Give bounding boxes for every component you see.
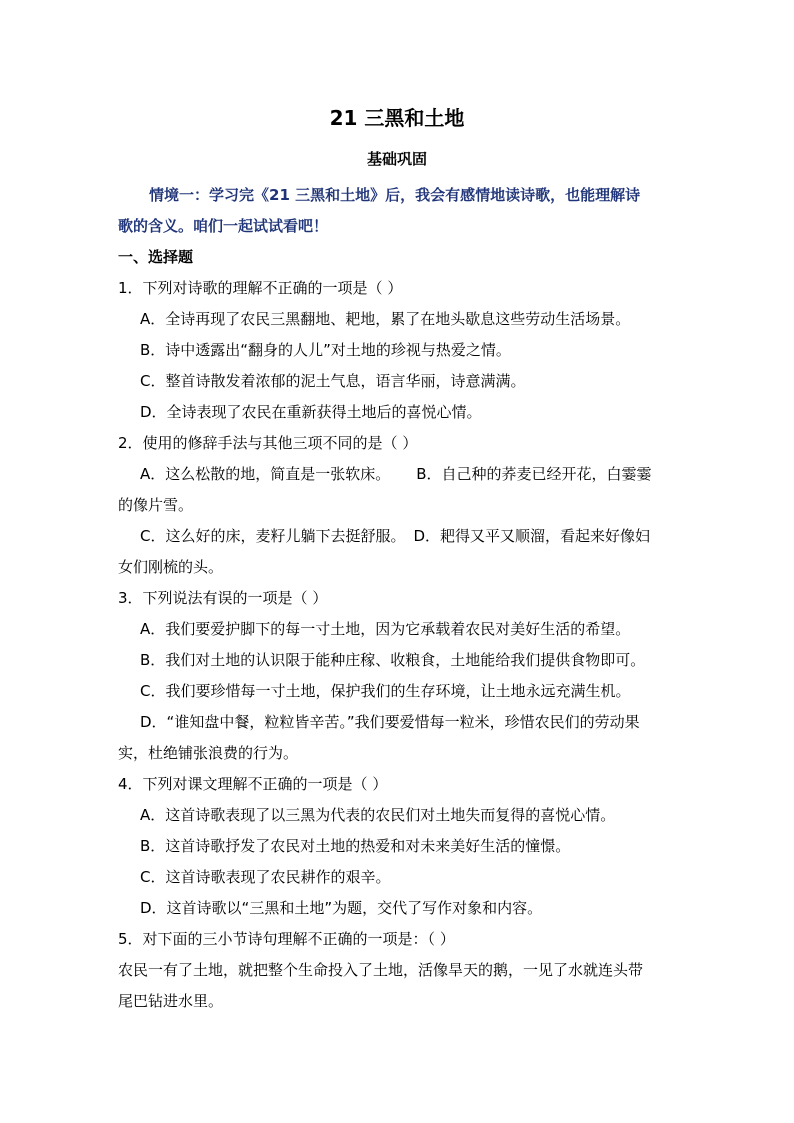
question-3-option-d: D．“谁知盘中餐，粒粒皆辛苦。”我们要爱惜每一粒米，珍惜农民们的劳动果	[140, 713, 640, 731]
question-2-option-b: B．自己种的荞麦已经开花，白霎霎	[416, 465, 652, 483]
question-3-option-b: B．我们对土地的认识限于能种庄稼、收粮食，土地能给我们提供食物即可。	[140, 651, 646, 669]
section-subtitle: 基础巩固	[366, 150, 427, 168]
question-5-poem-line-1: 农民一有了土地，就把整个生命投入了土地，活像旱天的鹅，一见了水就连头带	[118, 961, 644, 979]
question-2-options-cd-row	[118, 521, 676, 552]
question-3-option-d-cont: 实，杜绝铺张浪费的行为。	[118, 744, 299, 762]
question-1-option-c: C．整首诗散发着浓郁的泥土气息，语言华丽，诗意满满。	[140, 372, 526, 390]
intro-line-2: 歌的含义。咱们一起试试看吧！	[118, 217, 329, 235]
section-heading: 一、选择题	[118, 248, 194, 266]
question-3-stem: 3．下列说法有误的一项是（ ）	[118, 589, 328, 607]
question-2-option-b-cont: 的像片雪。	[118, 496, 194, 514]
question-2-option-c: C．这么好的床，麦籽儿躺下去挺舒服。	[140, 527, 406, 545]
question-4-option-d: D．这首诗歌以“三黑和土地”为题，交代了写作对象和内容。	[140, 899, 543, 917]
question-2-option-d-cont: 女们刚梳的头。	[118, 558, 224, 576]
question-4-stem: 4．下列对课文理解不正确的一项是（ ）	[118, 775, 388, 793]
document-body	[118, 180, 676, 1017]
question-4-option-b: B．这首诗歌抒发了农民对土地的热爱和对未来美好生活的憧憬。	[140, 837, 571, 855]
question-2-options-ab-row	[118, 459, 676, 490]
page-title: 21 三黑和土地	[329, 106, 465, 130]
question-4-option-a: A．这首诗歌表现了以三黑为代表的农民们对土地失而复得的喜悦心情。	[140, 806, 616, 824]
question-1-option-d: D．全诗表现了农民在重新获得土地后的喜悦心情。	[140, 403, 482, 421]
question-3-option-c: C．我们要珍惜每一寸土地，保护我们的生存环境，让土地永远充满生机。	[140, 682, 631, 700]
question-3-option-a: A．我们要爱护脚下的每一寸土地，因为它承载着农民对美好生活的希望。	[140, 620, 631, 638]
question-2-stem: 2．使用的修辞手法与其他三项不同的是（ ）	[118, 434, 418, 452]
question-1-option-b: B．诗中透露出“翻身的人儿”对土地的珍视与热爱之情。	[140, 341, 511, 359]
question-1-option-a: A．全诗再现了农民三黑翻地、耙地，累了在地头歇息这些劳动生活场景。	[140, 310, 631, 328]
question-5-poem-line-2: 尾巴钻进水里。	[118, 992, 224, 1010]
intro-line-1: 情境一：学习完《21 三黑和土地》后，我会有感情地读诗歌，也能理解诗	[149, 186, 641, 204]
question-2-option-d: D．耙得又平又顺溜，看起来好像妇	[413, 527, 651, 545]
question-5-stem: 5．对下面的三小节诗句理解不正确的一项是：（ ）	[118, 930, 455, 948]
question-2-option-a: A．这么松散的地，简直是一张软床。	[140, 465, 391, 483]
question-1-stem: 1．下列对诗歌的理解不正确的一项是（ ）	[118, 279, 403, 297]
question-4-option-c: C．这首诗歌表现了农民耕作的艰辛。	[140, 868, 391, 886]
